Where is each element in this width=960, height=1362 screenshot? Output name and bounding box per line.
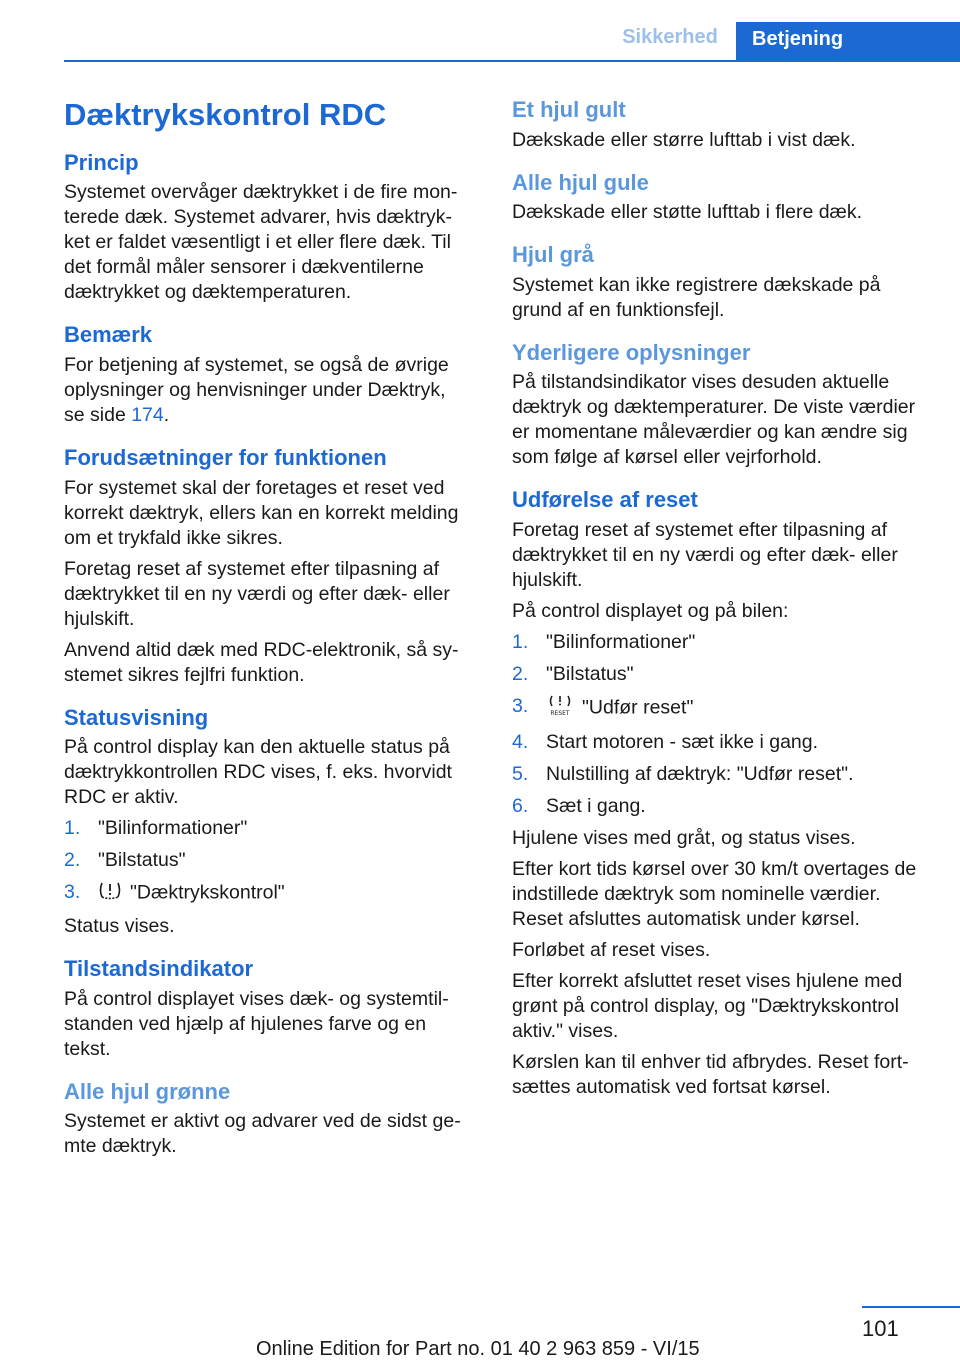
list-item: [512, 694, 932, 723]
prereq-paragraph-1: For systemet skal der foretages et reset ved korrekt dæktryk, ellers kan en korrekt melding om et trykfald ikke sikres.: [64, 476, 459, 549]
step-number: 6.: [512, 794, 529, 817]
reset-paragraph-3: Hjulene vises med gråt, og status vises.: [512, 826, 856, 849]
step-number: 1.: [64, 817, 81, 840]
grey-text: Systemet kan ikke registrere dækskade på grund af en funktionsfejl.: [512, 273, 881, 321]
header-divider: [64, 60, 960, 62]
list-item: [512, 762, 932, 787]
step-number: 3.: [512, 694, 529, 717]
page-title: Dæktrykskontrol RDC: [64, 97, 387, 132]
section-status-heading: Statusvisning: [64, 704, 209, 730]
step-number: 1.: [512, 630, 529, 653]
prereq-paragraph-3: Anvend altid dæk med RDC-elektronik, så systemet sikres fejlfri funktion.: [64, 638, 459, 686]
step-number: 3.: [64, 881, 81, 904]
section-one-yellow-heading: Et hjul gult: [512, 97, 626, 122]
reset-paragraph-6: Efter korrekt afsluttet reset vises hjulene med grønt på control display, og "Dæktrykskontrol aktiv." vises.: [512, 969, 903, 1042]
section-all-yellow-heading: Alle hjul gule: [512, 169, 649, 195]
section-indicator-heading: Tilstandsindikator: [64, 956, 254, 982]
more-info-text: På tilstandsindikator vises desuden aktuelle dæktryk og dæktemperaturer. De viste værdier er momentane måleværdier og kan ændre sig som følge af kørsel eller vejrforhold.: [512, 371, 916, 469]
note-text: For betjening af systemet, se også de øvrige oplysninger og henvisninger under Dæktryk, se side: [64, 353, 449, 426]
reset-paragraph-2: På control displayet og på bilen:: [512, 599, 789, 622]
tab-betjening[interactable]: Betjening: [736, 22, 960, 62]
list-item: [512, 662, 932, 687]
step-text: "Bilinformationer": [98, 817, 248, 840]
list-item: [512, 730, 932, 755]
page-header: [0, 0, 960, 62]
one-yellow-text: Dækskade eller større lufttab i vist dæk.: [512, 128, 856, 151]
footer-divider: [862, 1306, 960, 1308]
status-after-text: Status vises.: [64, 915, 175, 938]
section-reset-heading: Udførelse af reset: [512, 487, 698, 513]
indicator-text: På control displayet vises dæk- og systemtilstanden ved hjælp af hjulenes farve og en tekst.: [64, 987, 449, 1060]
step-text: Sæt i gang.: [546, 794, 646, 817]
section-princip-heading: Princip: [64, 149, 139, 175]
step-number: 5.: [512, 762, 529, 785]
section-princip-text: Systemet overvåger dæktrykket i de fire monterede dæk. Systemet advarer, hvis dæktrykket er faldet væsentligt i et eller flere dæk. Til det formål måler sensorer i dækventilerne dæktrykket og dæktemperaturen.: [64, 181, 458, 304]
tire-reset-icon: [546, 694, 574, 723]
prereq-paragraph-2: Foretag reset af systemet efter tilpasning af dæktrykket til en ny værdi og efter dæk- eller hjulskift.: [64, 557, 450, 630]
page-reference-link[interactable]: 174: [131, 403, 164, 426]
step-text: Start motoren - sæt ikke i gang.: [546, 730, 819, 753]
tire-pressure-warning-icon: [98, 880, 122, 907]
section-more-info-heading: Yderligere oplysninger: [512, 339, 751, 365]
all-yellow-text: Dækskade eller støtte lufttab i flere dæk.: [512, 201, 863, 224]
step-text: "Udfør reset": [582, 696, 694, 719]
step-text: Nulstilling af dæktryk: "Udfør reset".: [546, 762, 854, 785]
step-text: "Bilstatus": [546, 662, 634, 685]
list-item: [64, 816, 470, 841]
reset-paragraph-5: Forløbet af reset vises.: [512, 938, 711, 961]
list-item: [512, 630, 932, 655]
list-item: [512, 794, 932, 819]
note-end: .: [163, 403, 170, 426]
list-item: [64, 880, 470, 907]
tab-sikkerhed[interactable]: Sikkerhed: [622, 26, 718, 48]
section-note-text: [64, 353, 470, 428]
edition-footer: Online Edition for Part no. 01 40 2 963 859 - VI/15: [256, 1338, 700, 1360]
step-text: "Bilstatus": [98, 849, 186, 872]
reset-steps-list: [512, 630, 932, 819]
section-prereq-heading: Forudsætninger for funktionen: [64, 444, 387, 470]
reset-paragraph-7: Kørslen kan til enhver tid afbrydes. Reset fortsættes automatisk ved fortsat kørsel.: [512, 1050, 909, 1098]
page-number: 101: [862, 1316, 899, 1341]
step-number: 4.: [512, 730, 529, 753]
left-column: [64, 96, 470, 1165]
reset-paragraph-1: Foretag reset af systemet efter tilpasning af dæktrykket til en ny værdi og efter dæk- eller hjulskift.: [512, 518, 898, 591]
step-text: "Dæktrykskontrol": [130, 881, 285, 904]
section-green-heading: Alle hjul grønne: [64, 1078, 231, 1104]
right-column: [512, 96, 932, 1106]
reset-paragraph-4: Efter kort tids kørsel over 30 km/t overtages de indstillede dæktryk som nominelle værdier. Reset afsluttes automatisk under kørsel.: [512, 857, 917, 930]
step-number: 2.: [512, 662, 529, 685]
status-text: På control display kan den aktuelle status på dæktrykkontrollen RDC vises, f. eks. hvorvidt RDC er aktiv.: [64, 736, 452, 809]
section-grey-heading: Hjul grå: [512, 242, 594, 268]
list-item: [64, 848, 470, 873]
step-text: "Bilinformationer": [546, 630, 696, 653]
step-number: 2.: [64, 849, 81, 872]
section-note-heading: Bemærk: [64, 322, 153, 348]
status-steps-list: [64, 816, 470, 907]
green-text: Systemet er aktivt og advarer ved de sidst gemte dæktryk.: [64, 1110, 461, 1158]
svg-text:RESET: RESET: [550, 709, 570, 716]
